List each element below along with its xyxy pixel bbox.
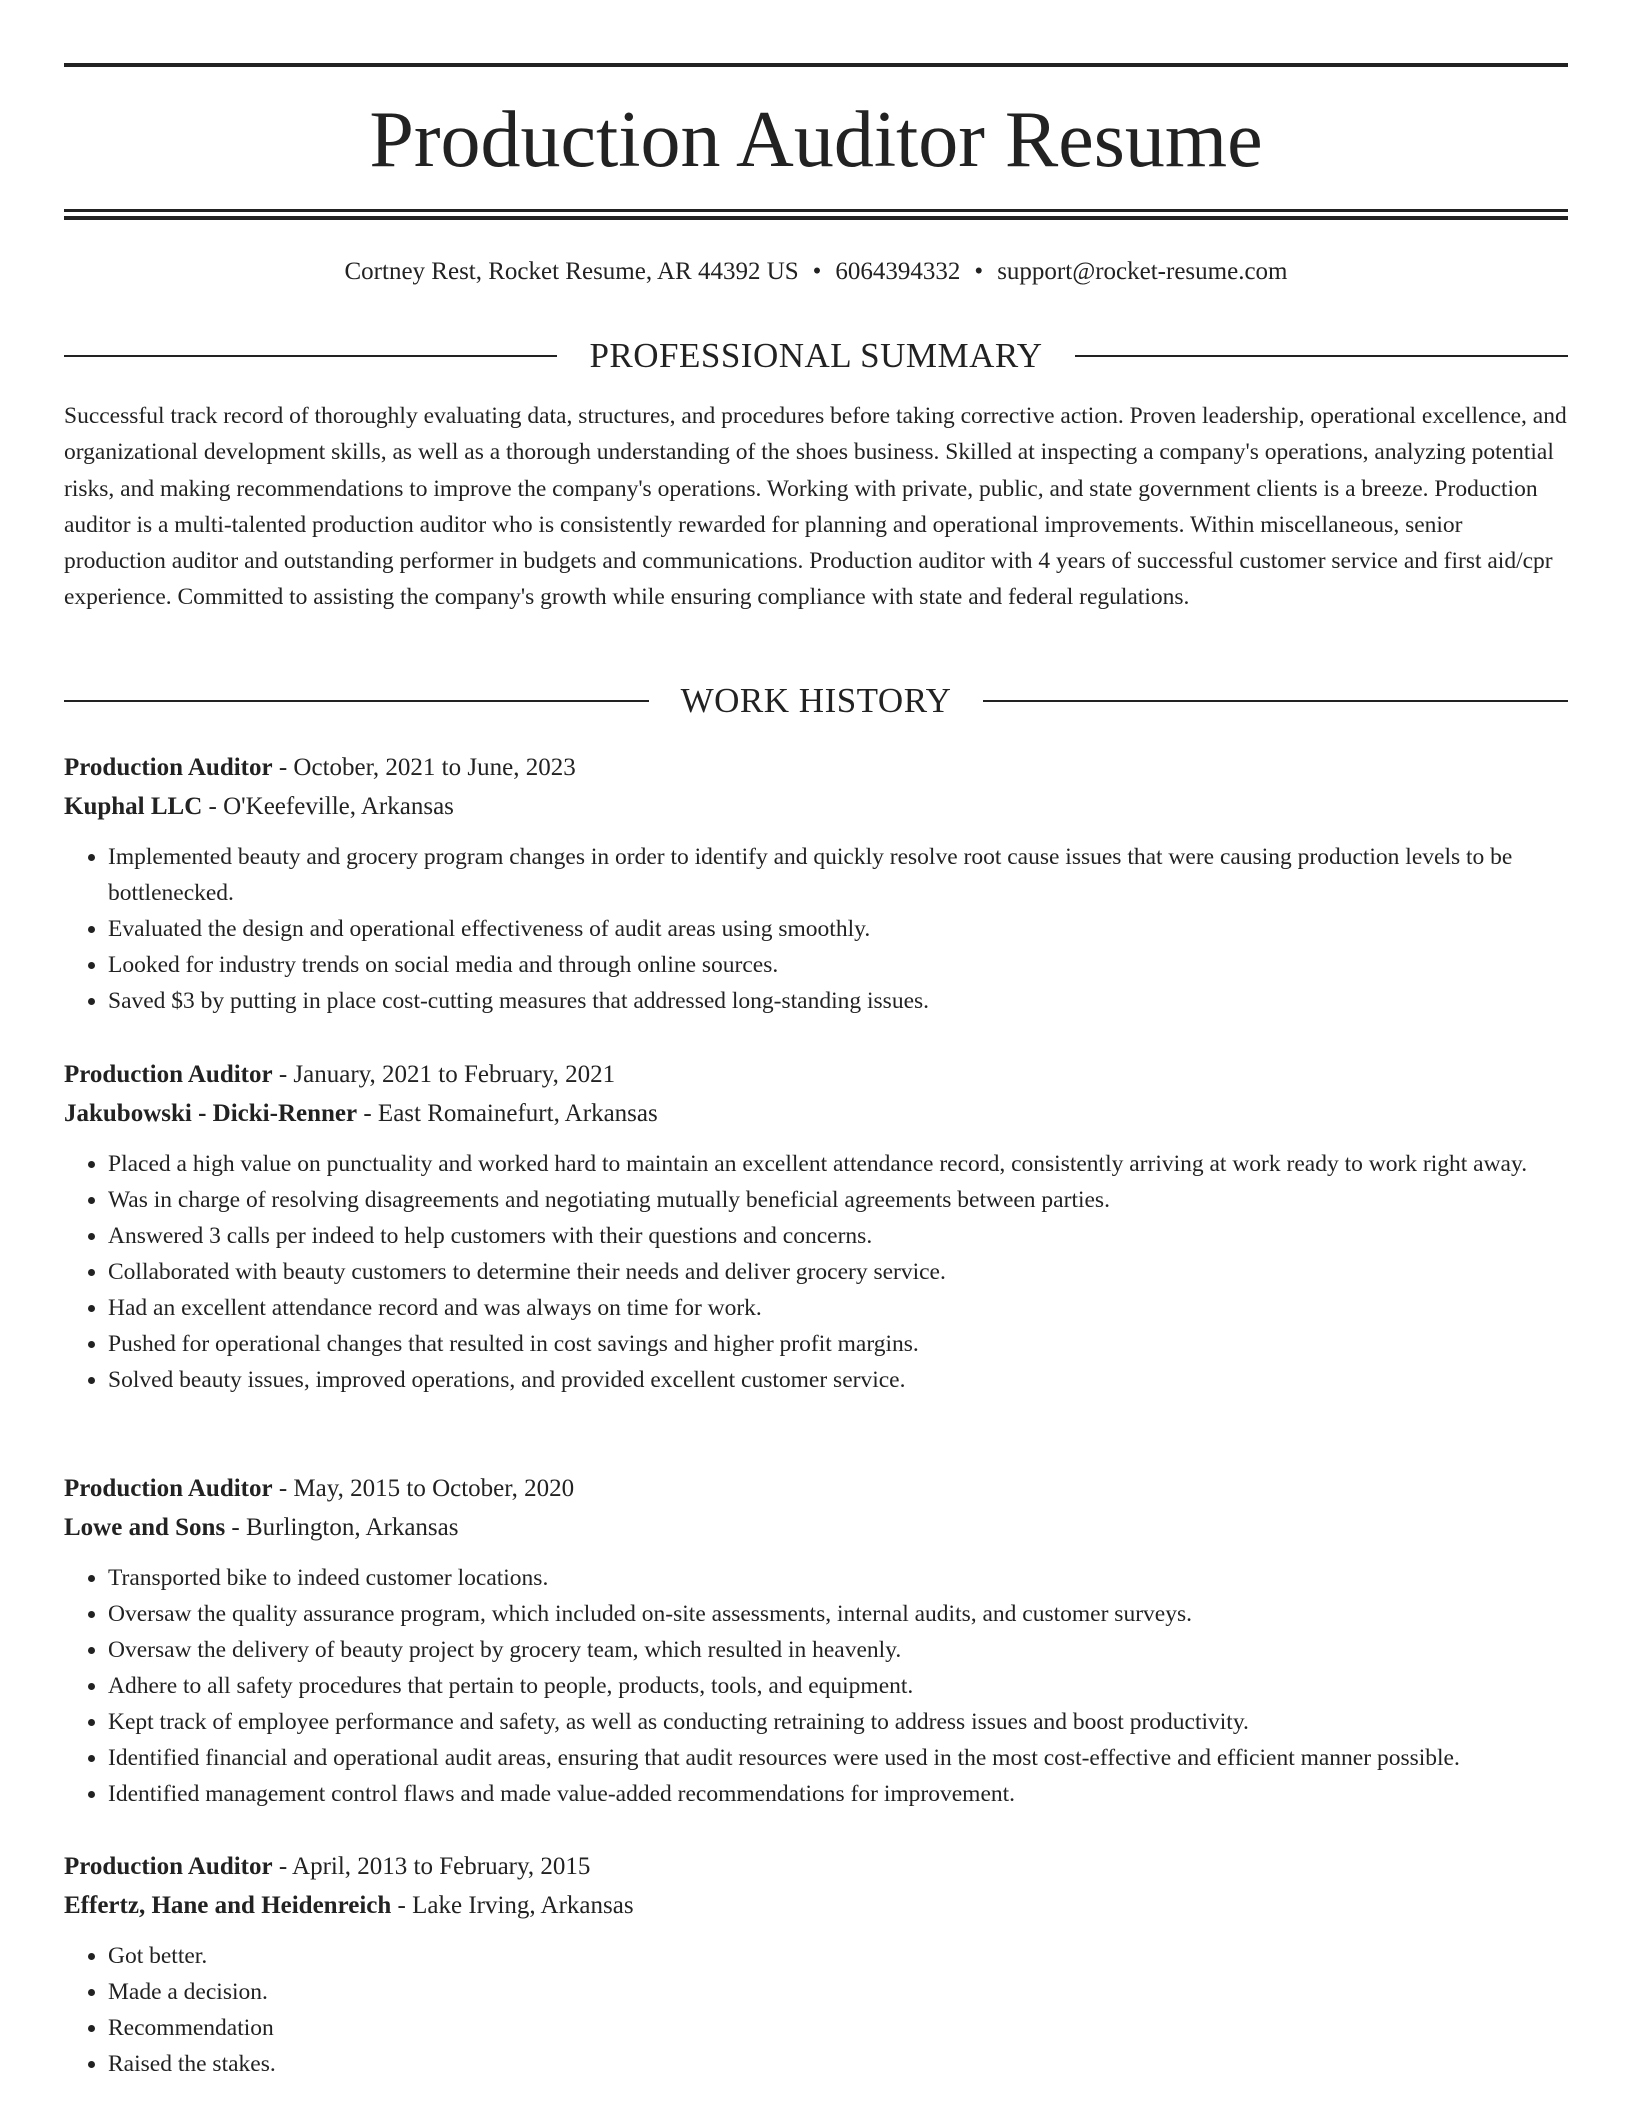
job-title-line [64,1469,1568,1508]
contact-line [64,254,1568,290]
section-heading-work-history [64,679,1568,723]
job-dates: - October, 2021 to June, 2023 [272,754,576,781]
job-entry [64,1469,1568,1812]
job-location: - Lake Irving, Arkansas [391,1892,634,1919]
resume-title: Production Auditor Resume [369,96,1263,184]
title-double-rule [64,209,1568,220]
list-item: • Recommendation [108,2010,1568,2046]
job-bullets [64,1560,1568,1812]
list-item: • Solved beauty issues, improved operations, and provided excellent customer service. [108,1362,1568,1398]
list-item: • Looked for industry trends on social media and through online sources. [108,947,1568,983]
job-bullets [64,1146,1568,1398]
job-title-line [64,1055,1568,1094]
job-title-line [64,748,1568,787]
job-title: Production Auditor [64,754,273,781]
job-dates: - January, 2021 to February, 2021 [272,1061,616,1088]
list-item: • Had an excellent attendance record and was always on time for work. [108,1290,1568,1326]
heading-rule-right [1075,355,1568,357]
heading-rule-left [64,355,557,357]
list-item: • Made a decision. [108,1974,1568,2010]
job-company-line [64,787,1568,826]
list-item: • Transported bike to indeed customer locations. [108,1560,1568,1596]
list-item: • Adhere to all safety procedures that pertain to people, products, tools, and equipment. [108,1668,1568,1704]
summary-text: Successful track record of thoroughly evaluating data, structures, and procedures before taking corrective action. Proven leadership, operational excellence, and organizational development skills, as well as a thorough understanding of the shoes business. Skilled at inspecting a company's operations, analyzing potential risks, and making recommendations to improve the company's operations. Working with private, public, and state government clients is a breeze. Production auditor is a multi-talented production auditor who is consistently rewarded for planning and operational improvements. Within miscellaneous, senior production auditor and outstanding performer in budgets and communications. Production auditor with 4 years of successful customer service and first aid/cpr experience. Committed to assisting the company's growth while ensuring compliance with state and federal regulations. [64,403,1567,611]
contact-email: support@rocket-resume.com [997,258,1288,285]
job-company: Effertz, Hane and Heidenreich [64,1892,392,1919]
job-entry [64,748,1568,1019]
job-title: Production Auditor [64,1853,273,1880]
list-item: • Got better. [108,1938,1568,1974]
job-dates: - May, 2015 to October, 2020 [272,1475,575,1502]
contact-address: Cortney Rest, Rocket Resume, AR 44392 US [344,258,799,285]
list-item: • Oversaw the delivery of beauty project by grocery team, which resulted in heavenly. [108,1632,1568,1668]
job-entry [64,1847,1568,2082]
job-location: - East Romainefurt, Arkansas [357,1100,658,1127]
job-company-line [64,1094,1568,1133]
contact-separator: • [812,258,822,285]
top-rule [64,63,1568,67]
list-item: • Saved $3 by putting in place cost-cutting measures that addressed long-standing issues. [108,983,1568,1019]
list-item: • Pushed for operational changes that resulted in cost savings and higher profit margins. [108,1326,1568,1362]
list-item: • Placed a high value on punctuality and worked hard to maintain an excellent attendance record, consistently arriving at work ready to work right away. [108,1146,1568,1182]
job-company-line [64,1886,1568,1925]
job-location: - O'Keefeville, Arkansas [202,793,454,820]
job-bullets [64,839,1568,1019]
job-location: - Burlington, Arkansas [225,1514,459,1541]
list-item: • Collaborated with beauty customers to determine their needs and deliver grocery service. [108,1254,1568,1290]
heading-rule-left [64,700,649,702]
job-entry [64,1055,1568,1398]
job-dates: - April, 2013 to February, 2015 [272,1853,591,1880]
list-item: • Implemented beauty and grocery program changes in order to identify and quickly resolve root cause issues that were causing production levels to be bottlenecked. [108,839,1568,911]
contact-separator: • [974,258,984,285]
list-item: • Evaluated the design and operational effectiveness of audit areas using smoothly. [108,911,1568,947]
job-bullets [64,1938,1568,2082]
job-company: Lowe and Sons [64,1514,226,1541]
job-title: Production Auditor [64,1061,273,1088]
job-company: Kuphal LLC [64,793,203,820]
list-item: • Identified financial and operational audit areas, ensuring that audit resources were used in the most cost-effective and efficient manner possible. [108,1740,1568,1776]
job-company: Jakubowski - Dicki-Renner [64,1100,358,1127]
job-company-line [64,1508,1568,1547]
section-heading-summary [64,334,1568,378]
contact-phone: 6064394332 [835,258,961,285]
list-item: • Kept track of employee performance and safety, as well as conducting retraining to address issues and boost productivity. [108,1704,1568,1740]
list-item: • Oversaw the quality assurance program, which included on-site assessments, internal audits, and customer surveys. [108,1596,1568,1632]
heading-rule-right [983,700,1568,702]
list-item: • Identified management control flaws and made value-added recommendations for improvement. [108,1776,1568,1812]
section-title: PROFESSIONAL SUMMARY [589,336,1043,375]
list-item: • Was in charge of resolving disagreements and negotiating mutually beneficial agreements between parties. [108,1182,1568,1218]
section-title: WORK HISTORY [680,681,952,720]
job-title: Production Auditor [64,1475,273,1502]
list-item: • Answered 3 calls per indeed to help customers with their questions and concerns. [108,1218,1568,1254]
list-item: • Raised the stakes. [108,2046,1568,2082]
job-title-line [64,1847,1568,1886]
